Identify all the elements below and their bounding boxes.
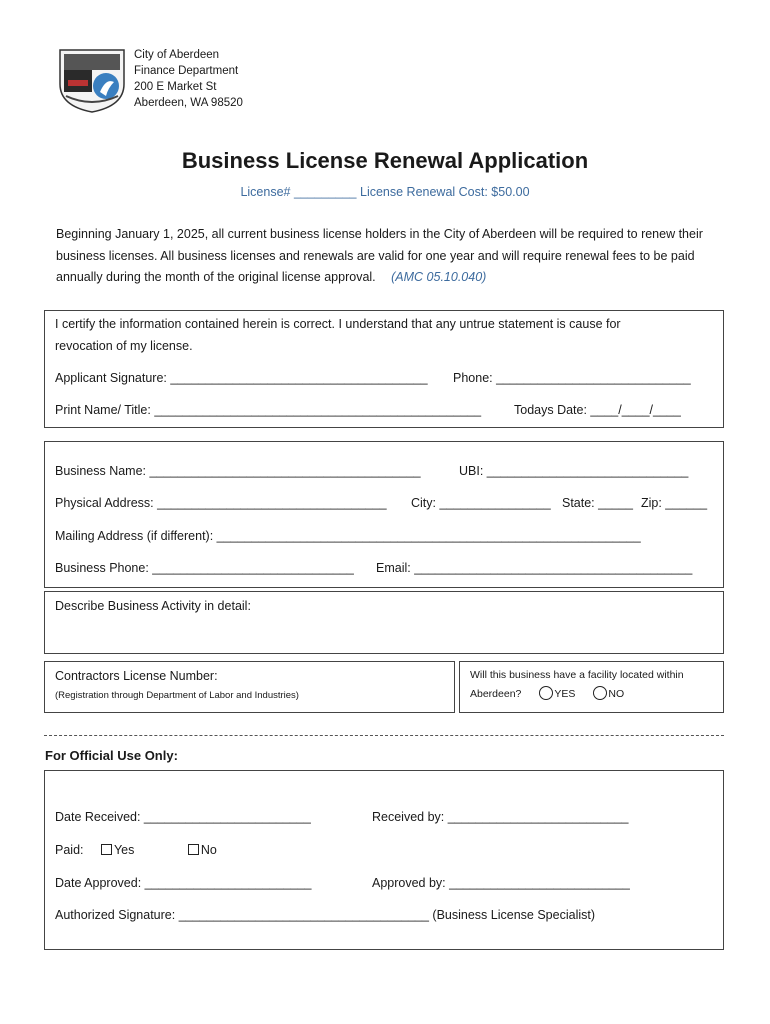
date-received-field[interactable]: Date Received: ________________________ bbox=[55, 810, 311, 824]
intro-text: Beginning January 1, 2025, all current business license holders in the City of Aberdeen will be required to renew their business licenses. All business licenses and renewals are valid for one year and will require renewal fees to be paid annually during the month of the original license approval. bbox=[56, 227, 703, 284]
paid-yes-checkbox[interactable] bbox=[101, 844, 112, 855]
email-field[interactable]: Email: ________________________________________ bbox=[376, 561, 693, 575]
paid-yes-label: Yes bbox=[113, 843, 135, 857]
license-cost-line[interactable]: License# _________ License Renewal Cost: $50.00 bbox=[240, 185, 530, 199]
facility-yes-radio[interactable] bbox=[539, 686, 553, 700]
business-phone-field[interactable]: Business Phone: _____________________________ bbox=[55, 561, 354, 575]
todays-date-field[interactable]: Todays Date: ____/____/____ bbox=[514, 403, 681, 417]
facility-no-radio[interactable] bbox=[593, 686, 607, 700]
org-name: City of Aberdeen bbox=[134, 49, 220, 61]
certification-statement-1: I certify the information contained herein is correct. I understand that any untrue statement is cause for bbox=[55, 317, 621, 331]
facility-question-line-1: Will this business have a facility located within bbox=[470, 669, 684, 681]
org-street: 200 E Market St bbox=[134, 81, 217, 93]
official-use-box bbox=[44, 770, 724, 950]
city-seal-logo bbox=[56, 46, 128, 114]
form-title: Business License Renewal Application bbox=[181, 148, 589, 173]
date-approved-field[interactable]: Date Approved: ________________________ bbox=[55, 876, 312, 890]
contractor-license-label: Contractors License Number: bbox=[55, 669, 218, 683]
authorized-signature-field[interactable]: Authorized Signature: ____________________________________ (Business License Specialist) bbox=[55, 908, 596, 922]
facility-yes-label: YES bbox=[554, 688, 576, 700]
approved-by-field[interactable]: Approved by: __________________________ bbox=[372, 876, 630, 890]
paid-row bbox=[55, 843, 217, 857]
paid-no-checkbox[interactable] bbox=[188, 844, 199, 855]
contractor-license-note: (Registration through Department of Labor and Industries) bbox=[55, 690, 299, 701]
business-name-field[interactable]: Business Name: _______________________________________ bbox=[55, 464, 421, 478]
applicant-phone-field[interactable]: Phone: ____________________________ bbox=[453, 371, 691, 385]
paid-no-label: No bbox=[200, 843, 217, 857]
paid-label: Paid: bbox=[55, 843, 84, 857]
facility-question-text: Aberdeen? bbox=[470, 688, 522, 700]
physical-address-field[interactable]: Physical Address: _________________________________ bbox=[55, 496, 387, 510]
certification-statement-2: revocation of my license. bbox=[55, 339, 193, 353]
org-city: Aberdeen, WA 98520 bbox=[134, 97, 243, 109]
city-field[interactable]: City: ________________ bbox=[411, 496, 551, 510]
business-activity-label: Describe Business Activity in detail: bbox=[55, 599, 251, 613]
state-field[interactable]: State: _____ bbox=[562, 496, 633, 510]
received-by-field[interactable]: Received by: __________________________ bbox=[372, 810, 629, 824]
org-department: Finance Department bbox=[134, 65, 239, 77]
facility-question-line-2 bbox=[470, 686, 624, 700]
print-name-field[interactable]: Print Name/ Title: _______________________________________________ bbox=[55, 403, 482, 417]
org-address bbox=[134, 47, 243, 111]
facility-no-label: NO bbox=[608, 688, 625, 700]
official-use-heading: For Official Use Only: bbox=[45, 748, 178, 763]
cut-line-divider bbox=[44, 735, 724, 736]
ubi-field[interactable]: UBI: _____________________________ bbox=[459, 464, 689, 478]
amc-reference: (AMC 05.10.040) bbox=[391, 270, 487, 284]
zip-field[interactable]: Zip: ______ bbox=[641, 496, 708, 510]
applicant-signature-field[interactable]: Applicant Signature: _____________________________________ bbox=[55, 371, 428, 385]
intro-paragraph bbox=[56, 224, 724, 289]
mailing-address-field[interactable]: Mailing Address (if different): _____________________________________________________________ bbox=[55, 529, 641, 543]
